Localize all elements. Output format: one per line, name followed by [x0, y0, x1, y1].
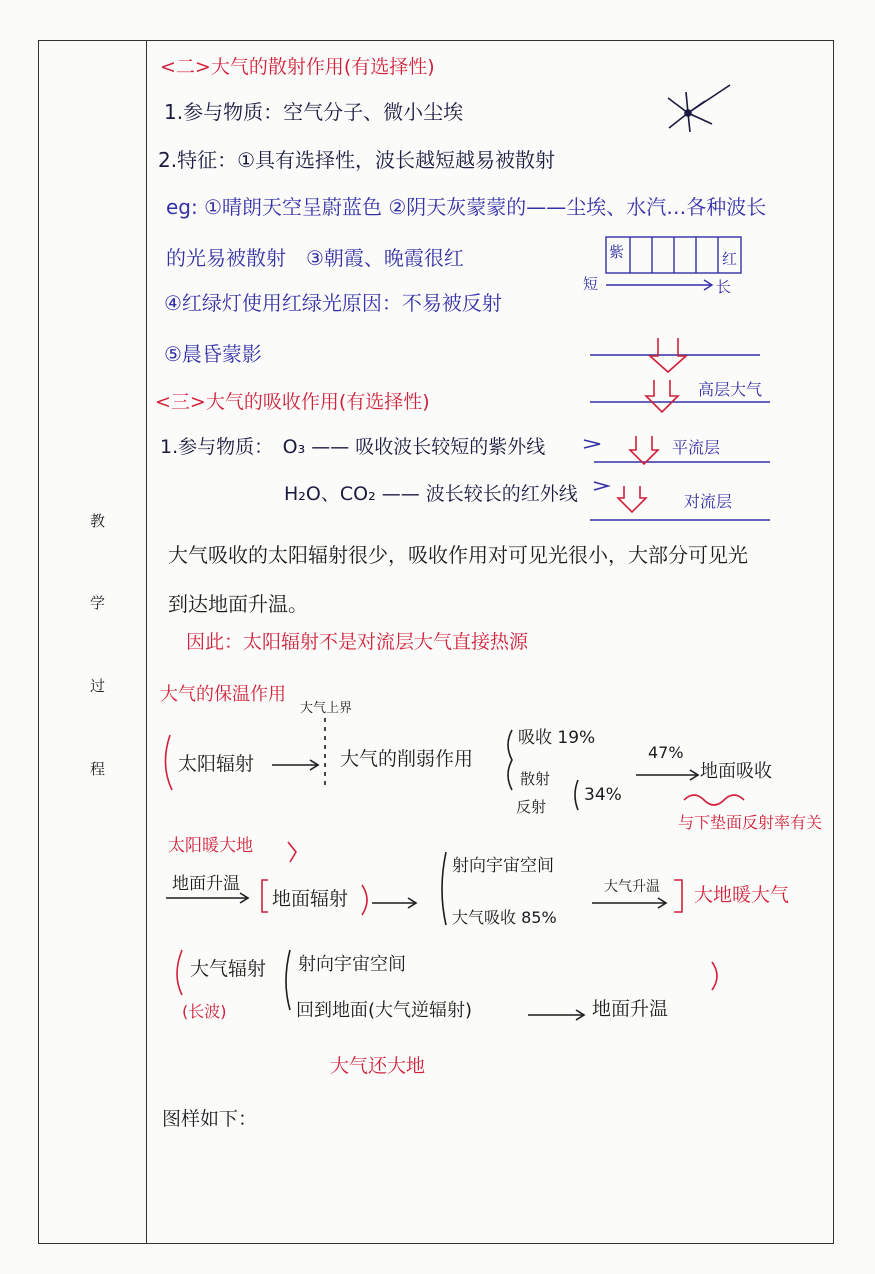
- ground-radiation: 地面辐射: [272, 888, 349, 910]
- spectrum-violet: 紫: [609, 243, 625, 261]
- sidebar-char: 学: [90, 594, 106, 612]
- atmo-absorb-85: 大气吸收 85%: [452, 908, 557, 927]
- absorb-item-1: 1.参与物质： O₃ —— 吸收波长较短的紫外线: [160, 436, 546, 458]
- layer-stratosphere: 平流层: [672, 438, 721, 457]
- figure-below: 图样如下：: [162, 1108, 258, 1130]
- reflect-label: 反射: [516, 798, 547, 816]
- to-space-2: 射向宇宙空间: [298, 954, 406, 975]
- ground-warms-2: 地面升温: [592, 998, 669, 1020]
- summary-line-1: 大气吸收的太阳辐射很少，吸收作用对可见光很小，大部分可见光: [168, 543, 748, 567]
- eg-line-3: ④红绿灯使用红绿光原因：不易被反射: [164, 291, 502, 315]
- eg-line-4: ⑤晨昏蒙影: [164, 342, 262, 366]
- eg-line-2: 的光易被散射 ③朝霞、晚霞很红: [166, 246, 464, 270]
- summary-line-2: 到达地面升温。: [168, 592, 308, 616]
- percent-47: 47%: [648, 743, 684, 762]
- back-to-ground: 回到地面(大气逆辐射): [296, 1000, 473, 1021]
- atmosphere-layers: [584, 338, 770, 520]
- eg-line-1: eg: ①晴朗天空呈蔚蓝色 ②阴天灰蒙蒙的——尘埃、水汽…各种波长: [166, 195, 767, 219]
- summary-conclusion: 因此：太阳辐射不是对流层大气直接热源: [186, 631, 529, 653]
- ground-heats-air: 大地暖大气: [694, 884, 790, 906]
- ground-warms: 地面升温: [172, 874, 240, 894]
- scatter-title: <二>大气的散射作用(有选择性): [160, 56, 435, 78]
- absorb-item-2: H₂O、CO₂ —— 波长较长的红外线: [284, 483, 578, 505]
- absorb-title: <三>大气的吸收作用(有选择性): [155, 391, 430, 413]
- scatter-star-icon: [668, 85, 730, 132]
- weakening-effect: 大气的削弱作用: [340, 748, 474, 770]
- sun-heats-ground: 太阳暖大地: [168, 836, 253, 856]
- scatter-item-1: 1.参与物质：空气分子、微小尘埃: [164, 100, 464, 124]
- atmo-returns-ground: 大气还大地: [330, 1055, 426, 1077]
- long-wave: (长波): [182, 1002, 227, 1021]
- layer-high: 高层大气: [698, 380, 763, 399]
- insulation-title: 大气的保温作用: [160, 684, 286, 705]
- sidebar-char: 过: [90, 677, 106, 695]
- atmo-warms: 大气升温: [604, 879, 660, 895]
- ground-albedo-note: 与下垫面反射率有关: [678, 813, 823, 832]
- ground-absorb: 地面吸收: [700, 761, 772, 782]
- spectrum-short: 短: [583, 275, 599, 293]
- sidebar-char: 教: [90, 512, 106, 530]
- to-space: 射向宇宙空间: [452, 856, 554, 876]
- spectrum-long: 长: [716, 278, 732, 296]
- spectrum-red: 红: [722, 250, 738, 268]
- solar-radiation: 太阳辐射: [178, 753, 255, 775]
- atmo-radiation: 大气辐射: [190, 958, 267, 980]
- scatter-item-2: 2.特征：①具有选择性，波长越短越易被散射: [158, 148, 556, 172]
- sidebar-char: 程: [90, 760, 106, 778]
- absorb-19: 吸收 19%: [518, 728, 596, 748]
- scatter-label: 散射: [520, 770, 551, 788]
- upper-boundary-label: 大气上界: [300, 701, 353, 716]
- layer-troposphere: 对流层: [684, 492, 733, 511]
- percent-34: 34%: [584, 785, 622, 805]
